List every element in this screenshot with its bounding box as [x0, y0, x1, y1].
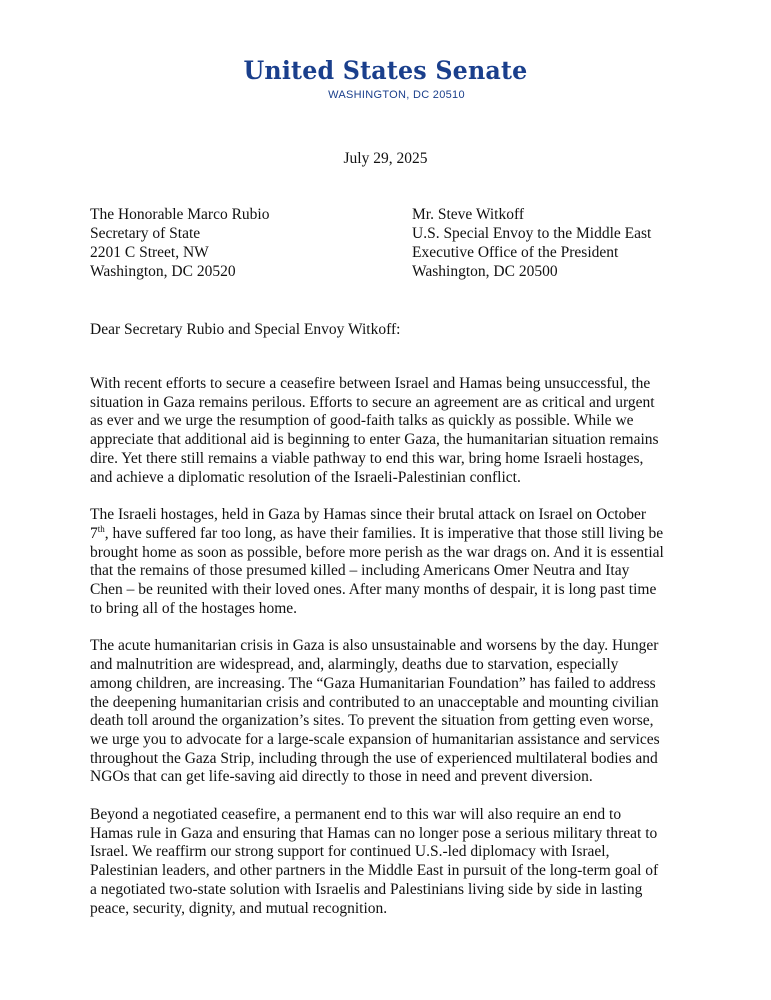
paragraph-2	[90, 506, 664, 618]
address-line: U.S. Special Envoy to the Middle East	[412, 225, 652, 242]
address-line: Washington, DC 20520	[90, 263, 236, 280]
address-line: Secretary of State	[90, 225, 201, 242]
salutation: Dear Secretary Rubio and Special Envoy Witkoff:	[90, 321, 401, 338]
ordinal-superscript: th	[97, 523, 105, 534]
recipient-address-witkoff	[412, 205, 651, 281]
paragraph-2-text: The Israeli hostages, held in Gaza by Hamas since their brutal attack on Israel on October 7	[90, 506, 647, 542]
recipient-address-rubio	[90, 205, 270, 281]
address-line: 2201 C Street, NW	[90, 244, 209, 261]
letter-body	[90, 375, 664, 937]
address-line: Mr. Steve Witkoff	[412, 206, 525, 223]
letter-date: July 29, 2025	[343, 150, 428, 167]
paragraph-2-text-cont: , have suffered far too long, as have their families. It is imperative that those still living be brought home as soon as possible, before more perish as the war drags on. And it is essential that the remains of those presumed killed – including Americans Omer Neutra and Itay Chen – be reunited with their loved ones. After many months of despair, it is long past time to bring all of the hostages home.	[90, 524, 664, 617]
address-line: The Honorable Marco Rubio	[90, 206, 270, 223]
senate-location: WASHINGTON, DC 20510	[328, 89, 465, 101]
paragraph-1: With recent efforts to secure a ceasefire between Israel and Hamas being unsuccessful, the situation in Gaza remains perilous. Efforts to secure an agreement are as critical and urgent as ever and we urge the resumption of good-faith talks as quickly as possible. While we appreciate that additional aid is beginning to enter Gaza, the humanitarian situation remains dire. Yet there still remains a viable pathway to end this war, bring home Israeli hostages, and achieve a diplomatic resolution of the Israeli-Palestinian conflict.	[90, 375, 659, 486]
paragraph-4: Beyond a negotiated ceasefire, a permanent end to this war will also require an end to Hamas rule in Gaza and ensuring that Hamas can no longer pose a serious military threat to Israel. We reaffirm our strong support for continued U.S.-led diplomacy with Israel, Palestinian leaders, and other partners in the Middle East in pursuit of the long-term goal of a negotiated two-state solution with Israelis and Palestinians living side by side in lasting peace, security, dignity, and mutual recognition.	[90, 806, 659, 917]
letterhead	[0, 56, 771, 101]
paragraph-3: The acute humanitarian crisis in Gaza is also unsustainable and worsens by the day. Hunger and malnutrition are widespread, and, alarmingly, deaths due to starvation, especially among children, are increasing. The “Gaza Humanitarian Foundation” has failed to address the deepening humanitarian crisis and contributed to an unacceptable and mounting civilian death toll around the organization’s sites. To prevent the situation from getting even worse, we urge you to advocate for a large-scale expansion of humanitarian assistance and services throughout the Gaza Strip, including through the use of experienced multilateral bodies and NGOs that can get life-saving aid directly to those in need and prevent diversion.	[90, 637, 660, 786]
senate-title: United States Senate	[243, 56, 528, 85]
address-line: Executive Office of the President	[412, 244, 619, 261]
address-line: Washington, DC 20500	[412, 263, 558, 280]
